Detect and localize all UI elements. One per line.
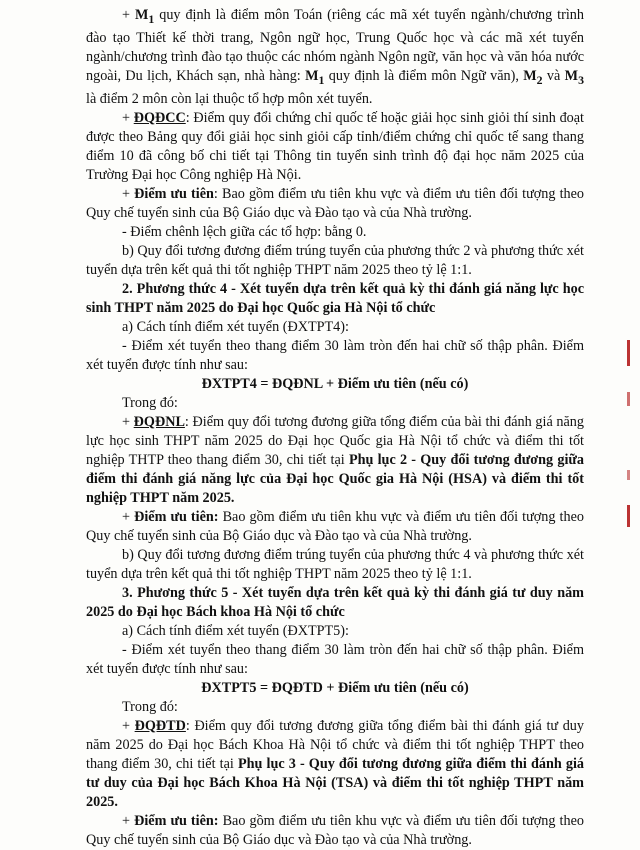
- paragraph-calc-pt5: a) Cách tính điểm xét tuyển (ĐXTPT5):: [122, 622, 349, 639]
- term-m2: $M_2$: [523, 67, 543, 87]
- formula-dxtpt5: ĐXTPT5 = ĐQĐTD + Điểm ưu tiên (nếu có): [201, 679, 469, 696]
- scan-edge-mark: [627, 505, 630, 527]
- term-m1: $M_1$: [134, 7, 155, 26]
- paragraph-priority-2: + Điểm ưu tiên: Bao gồm điểm ưu tiên khu vực và điểm ưu tiên đối tượng theo Quy chế tuyển sinh của Bộ Giáo dục và Đào tạo và của Nhà trường.: [86, 508, 584, 544]
- term-priority: Điểm ưu tiên: [134, 185, 214, 202]
- paragraph-conversion-2: b) Quy đổi tương đương điểm trúng tuyển của phương thức 2 và phương thức xét tuyển dựa trên kết quả thi tốt nghiệp THPT năm 2025 theo tỷ lệ 1:1.: [86, 242, 584, 278]
- term-dqdnl: ĐQĐNL: [133, 413, 185, 430]
- document-body: [86, 6, 584, 850]
- paragraph-dqdcc: + ĐQĐCC: Điểm quy đổi chứng chỉ quốc tế hoặc giải học sinh giỏi thí sinh đoạt được theo Bảng quy đổi giải học sinh giỏi cấp tỉnh/điểm chứng chỉ quốc tế sang thang điểm 10 đã công bố chi tiết tại Thông tin tuyển sinh trình độ đại học năm 2025 của Trường Đại học Công nghiệp Hà Nội.: [86, 109, 584, 183]
- paragraph-calc-pt4: a) Cách tính điểm xét tuyển (ĐXTPT4):: [122, 318, 349, 335]
- formula-dxtpt4: ĐXTPT4 = ĐQĐNL + Điểm ưu tiên (nếu có): [201, 375, 469, 392]
- paragraph-dqdnl: + ĐQĐNL: Điểm quy đổi tương đương giữa tổng điểm của bài thi đánh giá năng lực học sinh THPT năm 2025 do Đại học Quốc gia Hà Nội tổ chức và điểm thi tốt nghiệp THTP theo thang điểm 30, chi tiết tại Phụ lục 2 - Quy đổi tương đương giữa điểm thi đánh giá năng lực của Đại học Quốc gia Hà Nội (HSA) và điểm thi tốt nghiệp THPT năm 2025.: [86, 413, 585, 506]
- term-dqdcc: ĐQĐCC: [133, 109, 186, 126]
- term-m3: $M_3$: [564, 67, 584, 87]
- paragraph-m-subjects: + $M_1$ quy định là điểm môn Toán (riêng các mã xét tuyển ngành/chương trình đào tạo Thiết kế thời trang, Ngôn ngữ học, Trung Quốc học và các mã xét tuyển ngành/chương trình đào tạo thuộc các nhóm ngành Ngôn ngữ, văn học và văn hóa nước ngoài, Du lịch, Khách sạn, nhà hàng: $M_1$ quy định là điểm môn Ngữ văn), $M_2$ và $M_3$ là điểm 2 môn còn lại thuộc tổ hợp môn xét tuyển.: [86, 7, 584, 107]
- heading-method-4: 2. Phương thức 4 - Xét tuyển dựa trên kết quả kỳ thi đánh giá năng lực học sinh THPT năm 2025 do Đại học Quốc gia Hà Nội tổ chức: [86, 280, 584, 316]
- label-where-2: Trong đó:: [122, 698, 178, 715]
- appendix-2-reference: Phụ lục 2 - Quy đổi tương đương giữa điểm thi đánh giá năng lực của Đại học Quốc gia Hà Nội (HSA) và điểm thi tốt nghiệp THPT năm 2025.: [86, 451, 585, 506]
- paragraph-priority-3: + Điểm ưu tiên: Bao gồm điểm ưu tiên khu vực và điểm ưu tiên đối tượng theo Quy chế tuyển sinh của Bộ Giáo dục và Đào tạo và của Nhà trường.: [86, 812, 584, 848]
- bullet-plus: +: [122, 7, 135, 23]
- scan-edge-mark: [627, 392, 630, 406]
- heading-method-5: 3. Phương thức 5 - Xét tuyển dựa trên kết quả kỳ thi đánh giá tư duy năm 2025 do Đại học Bách khoa Hà Nội tổ chức: [86, 584, 584, 620]
- term-dqdtd: ĐQĐTD: [134, 717, 186, 734]
- paragraph-priority-1: + Điểm ưu tiên: Bao gồm điểm ưu tiên khu vực và điểm ưu tiên đối tượng theo Quy chế tuyển sinh của Bộ Giáo dục và Đào tạo và của Nhà trường.: [86, 185, 585, 221]
- paragraph-scale-pt5: - Điểm xét tuyển theo thang điểm 30 làm tròn đến hai chữ số thập phân. Điểm xét tuyển được tính như sau:: [86, 641, 584, 677]
- paragraph-dqdtd: + ĐQĐTD: Điểm quy đổi tương đương giữa tổng điểm bài thi đánh giá tư duy năm 2025 do Đại học Bách Khoa Hà Nội tổ chức và điểm thi tốt nghiệp THPT theo thang điểm 30, chi tiết tại Phụ lục 3 - Quy đổi tương đương giữa điểm thi đánh giá tư duy của Đại học Bách Khoa Hà Nội (TSA) và điểm thi tốt nghiệp THPT năm 2025.: [86, 717, 584, 810]
- scan-edge-mark: [627, 470, 630, 480]
- paragraph-difference: - Điểm chênh lệch giữa các tổ hợp: bằng 0.: [122, 223, 367, 240]
- label-where-1: Trong đó:: [122, 394, 178, 411]
- appendix-3-reference: Phụ lục 3 - Quy đổi tương đương giữa điểm thi đánh giá tư duy của Đại học Bách Khoa Hà Nội (TSA) và điểm thi tốt nghiệp THPT năm 2025.: [86, 755, 584, 810]
- term-priority: Điểm ưu tiên:: [134, 812, 219, 829]
- scan-edge-mark: [627, 340, 630, 366]
- term-priority: Điểm ưu tiên:: [134, 508, 219, 525]
- paragraph-scale-pt4: - Điểm xét tuyển theo thang điểm 30 làm tròn đến hai chữ số thập phân. Điểm xét tuyển được tính như sau:: [86, 337, 584, 373]
- term-m1-literature: $M_1$: [305, 67, 325, 87]
- paragraph-conversion-4: b) Quy đổi tương đương điểm trúng tuyển của phương thức 4 và phương thức xét tuyển dựa trên kết quả thi tốt nghiệp THPT năm 2025 theo tỷ lệ 1:1.: [86, 546, 584, 582]
